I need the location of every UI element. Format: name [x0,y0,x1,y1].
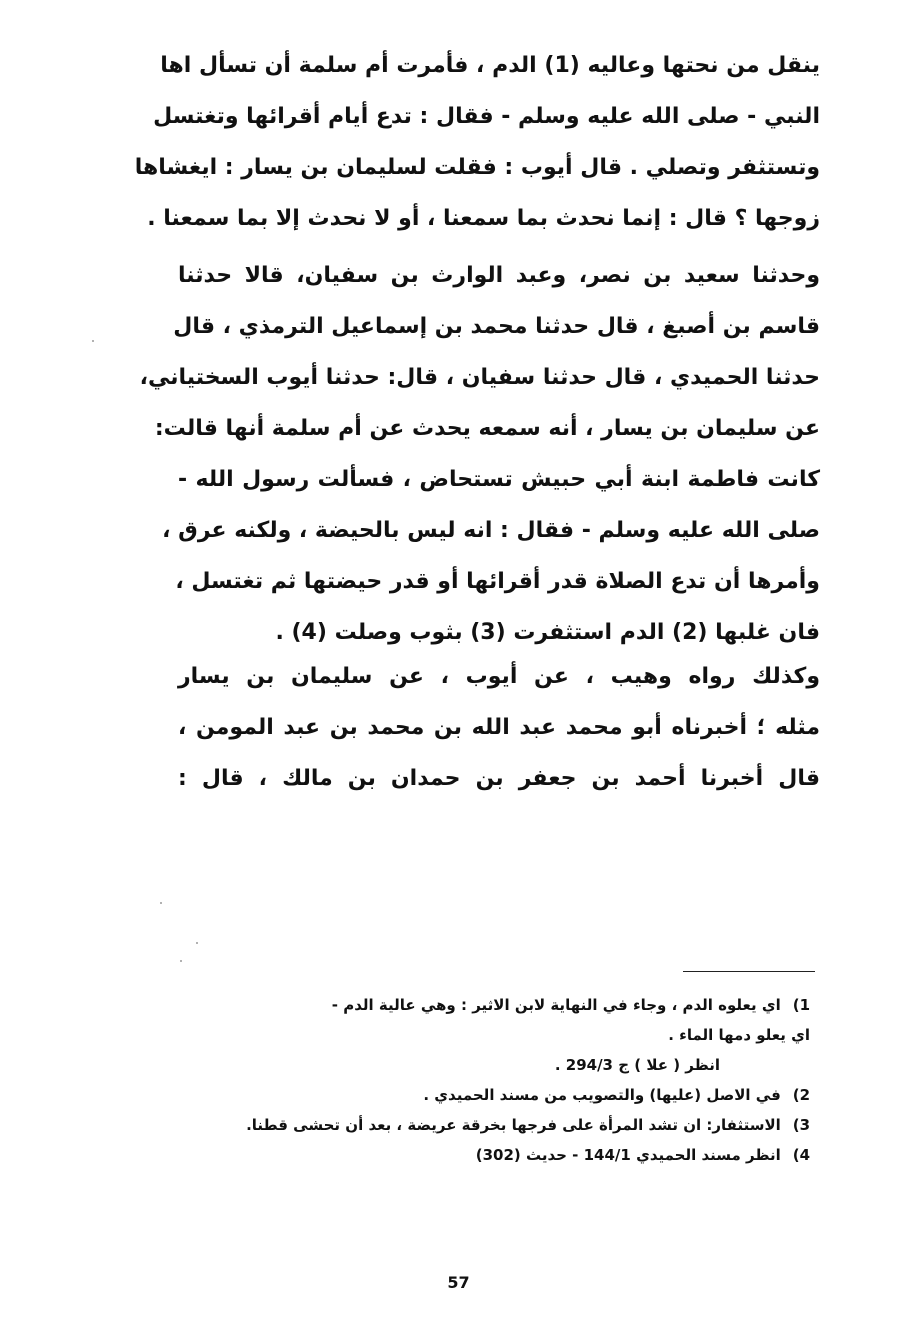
footnote-3 [170,1110,810,1140]
text-line: زوجها ؟ قال : إنما نحدث بما سمعنا ، أو لا نحدث إلا بما سمعنا . [147,206,820,231]
footnote-text: في الاصل (عليها) والتصويب من مسند الحميدي . [423,1086,781,1104]
page-number: 57 [447,1273,470,1292]
scan-speck [92,340,94,342]
scan-speck [180,960,182,962]
footnote-text: انظر مسند الحميدي 144/1 - حديث (302) [475,1146,781,1164]
text-line: حدثنا الحميدي ، قال حدثنا سفيان ، قال: حدثنا أيوب السختياني، [139,365,820,390]
text-line: وتستثفر وتصلي . قال أيوب : فقلت لسليمان بن يسار : ايغشاها [134,155,820,180]
footnote-text: اي يعلوه الدم ، وجاء في النهاية لابن الاثير : وهي عالية الدم - [331,996,781,1014]
text-line: كانت فاطمة ابنة أبي حبيش تستحاض ، فسألت رسول الله - [178,467,820,492]
paragraph-3 [178,651,820,804]
text-line: وكذلك رواه وهيب ، عن أيوب ، عن سليمان بن يسار [178,664,820,689]
footnote-4 [170,1140,810,1170]
paragraph-1 [134,40,820,244]
text-line: وحدثنا سعيد بن نصر، وعبد الوارث بن سفيان، قالا حدثنا [178,263,820,288]
footnote-divider [683,971,815,972]
footnotes [170,990,810,1170]
text-line: وأمرها أن تدع الصلاة قدر أقرائها أو قدر حيضتها ثم تغتسل ، [175,569,820,594]
footnote-2 [170,1080,810,1110]
scan-speck [196,942,198,944]
text-line: مثله ؛ أخبرناه أبو محمد عبد الله بن محمد بن عبد المومن ، [178,715,820,740]
footnote-number: 4) [792,1146,810,1164]
footnote-text: انظر ( علا ) ج 294/3 . [554,1056,720,1074]
footnote-number: 1) [792,996,810,1014]
scan-speck [160,902,162,904]
text-line: قاسم بن أصبغ ، قال حدثنا محمد بن إسماعيل الترمذي ، قال [173,314,820,339]
text-line: ينقل من نحتها وعاليه (1) الدم ، فأمرت أم سلمة أن تسأل اها [160,53,820,78]
text-line: قال أخبرنا أحمد بن جعفر بن حمدان بن مالك ، قال : [178,766,820,791]
footnote-1 [170,990,810,1020]
footnote-1-continuation [170,1020,810,1050]
footnote-text: الاستثفار: ان تشد المرأة على فرجها بخرقة عريضة ، بعد أن تحشى قطنا. [246,1116,781,1134]
text-line: فان غلبها (2) الدم استثفرت (3) بثوب وصلت (4) . [275,620,820,645]
paragraph-2 [139,250,820,658]
text-line: صلى الله عليه وسلم - فقال : انه ليس بالحيضة ، ولكنه عرق ، [162,518,820,543]
text-line: عن سليمان بن يسار ، أنه سمعه يحدث عن أم سلمة أنها قالت: [154,416,820,441]
footnote-number: 2) [792,1086,810,1104]
footnote-number: 3) [792,1116,810,1134]
text-line: النبي - صلى الله عليه وسلم - فقال : تدع أيام أقرائها وتغتسل [153,104,820,129]
footnote-text: اي يعلو دمها الماء . [668,1026,810,1044]
footnote-1-reference [170,1050,810,1080]
